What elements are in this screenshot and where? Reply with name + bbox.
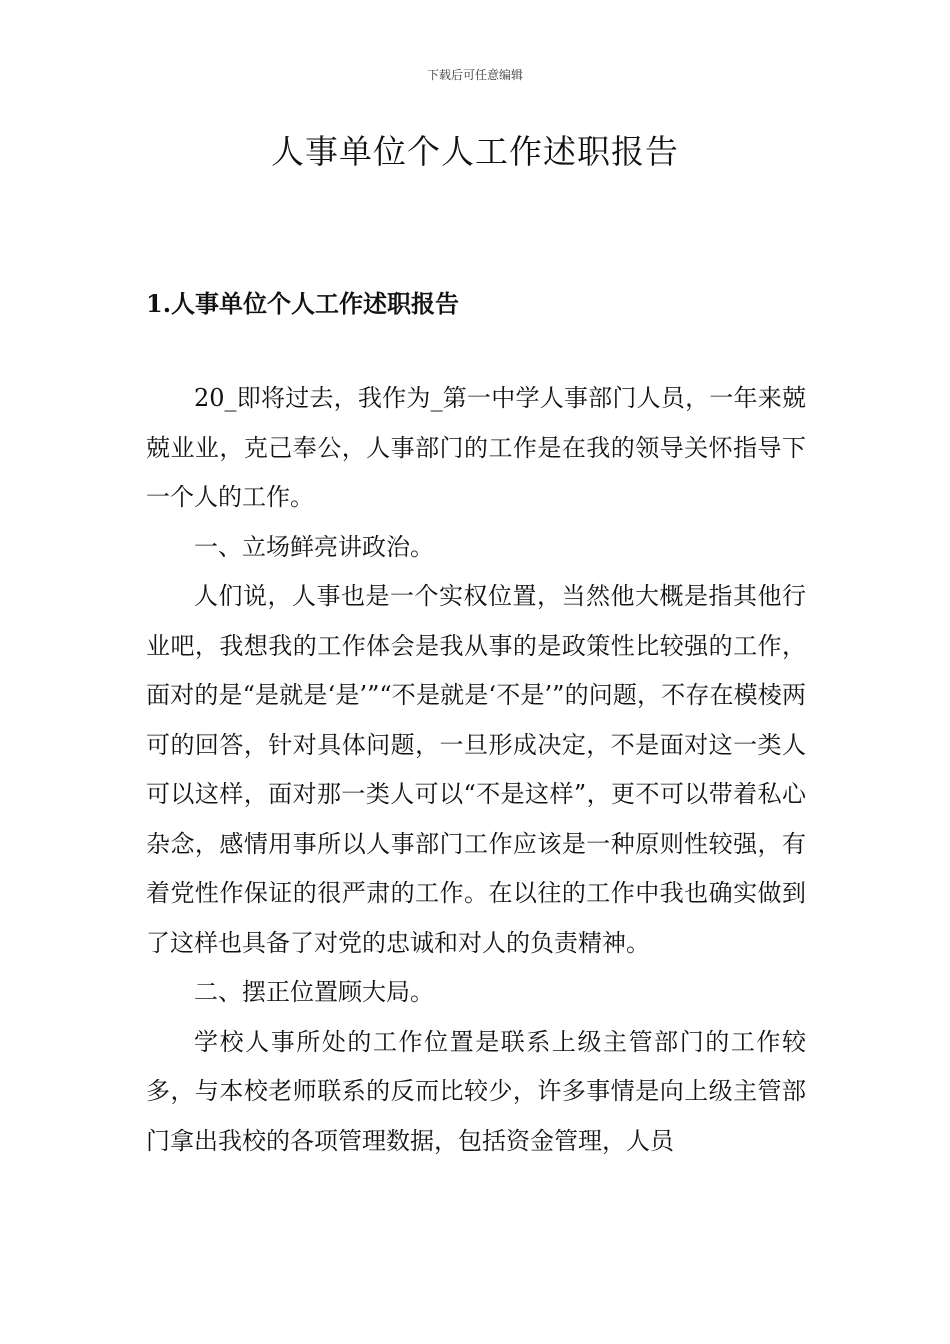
paragraph-position: 学校人事所处的工作位置是联系上级主管部门的工作较多，与本校老师联系的反而比较少，许多事情是向上级主管部门拿出我校的各项管理数据，包括资金管理，人员 (146, 1027, 806, 1155)
header-note: 下载后可任意编辑 (426, 68, 523, 82)
section-heading: 1.人事单位个人工作述职报告 (146, 289, 460, 318)
paragraph-politics: 人们说，人事也是一个实权位置，当然他大概是指其他行业吧，我想我的工作体会是我从事的是政策性比较强的工作，面对的是“是就是‘是’”“不是就是‘不是’”的问题，不存在模棱两可的回答，针对具体问题，一旦形成决定，不是面对这一类人可以这样，面对那一类人可以“不是这样”，更不可以带着私心杂念，感情用事所以人事部门工作应该是一种原则性较强，有着党性作保证的很严肃的工作。在以往的工作中我也确实做到了这样也具备了对党的忠诚和对人的负责精神。 (146, 582, 806, 957)
document-title: 人事单位个人工作述职报告 (271, 132, 679, 171)
paragraph-heading-2: 二、摆正位置顾大局。 (194, 978, 434, 1006)
paragraph-heading-1: 一、立场鲜亮讲政治。 (194, 532, 434, 561)
paragraph-intro: 20_即将过去，我作为_第一中学人事部门人员，一年来兢兢业业，克己奉公，人事部门的工作是在我的领导关怀指导下一个人的工作。 (146, 384, 806, 511)
document-body (146, 374, 806, 1166)
